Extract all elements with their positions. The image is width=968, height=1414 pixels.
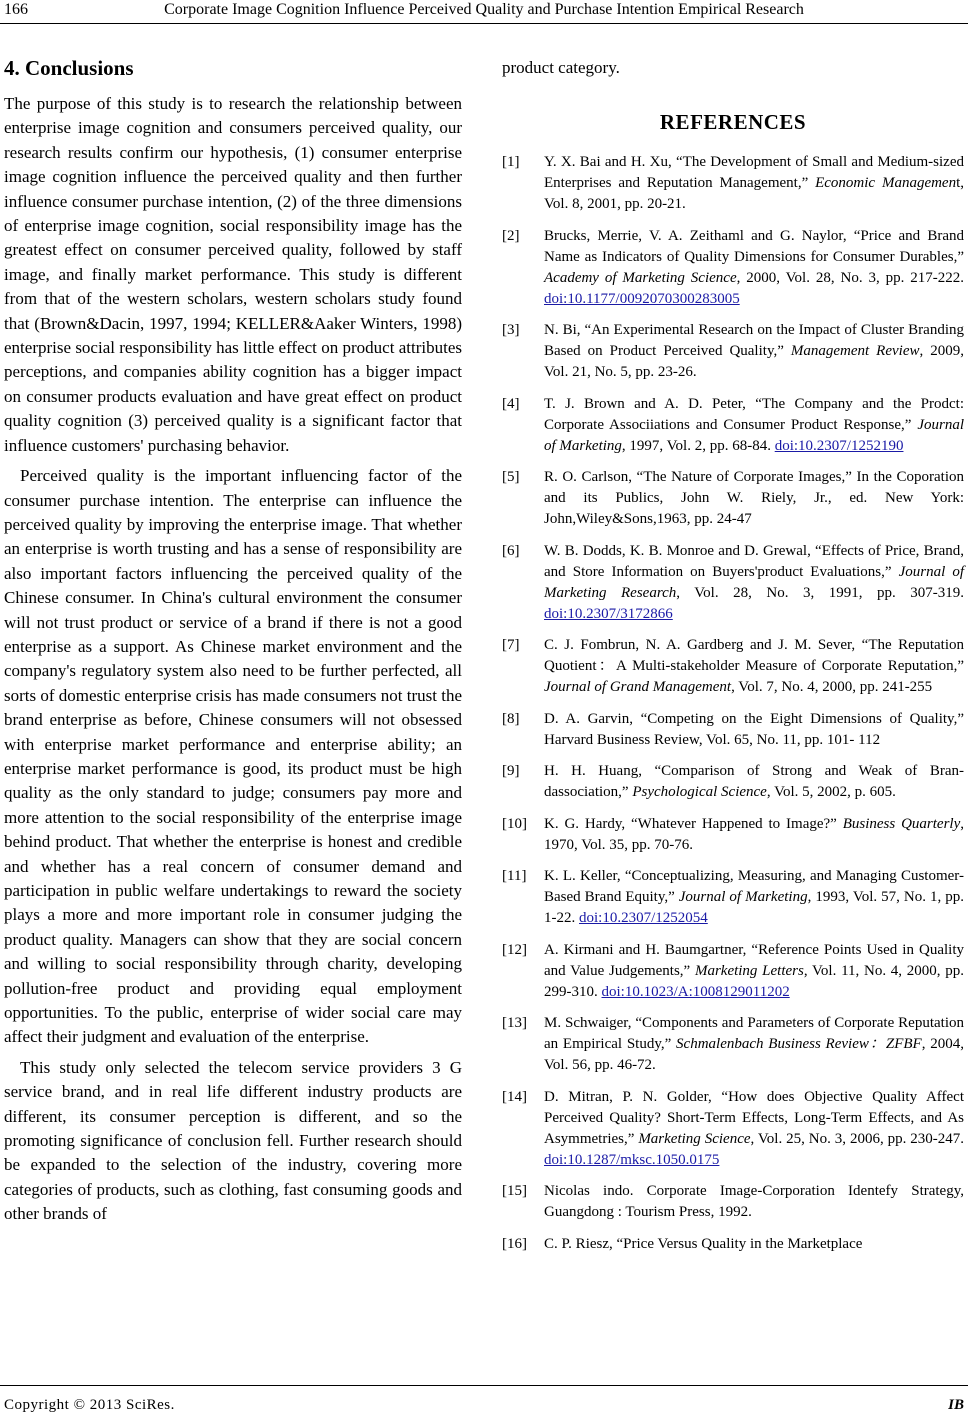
reference-item [502, 814, 964, 856]
reference-number: [5] [502, 469, 520, 485]
reference-number: [6] [502, 542, 520, 559]
header-rule [0, 23, 968, 24]
journal-abbreviation: IB [948, 1397, 964, 1413]
reference-number: [8] [502, 710, 520, 727]
doi-link[interactable]: doi:10.1177/0092070300283005 [544, 290, 740, 307]
reference-list [502, 152, 964, 1255]
reference-number: [13] [502, 1015, 527, 1031]
doi-link[interactable]: doi:10.2307/3172866 [544, 605, 673, 622]
left-column [4, 54, 462, 1227]
reference-text [544, 1181, 964, 1223]
conclusions-paragraph: Perceived quality is the important influencing factor of the consumer purchase intention. The enterprise can influence the perceived quality by improving the enterprise image. That whether an enterprise is worth trusting and has a sense of responsibility are also important factors influencing the perceived quality of the Chinese consumer. In China's cultural environment the consumer will not trust product or service of a brand if there is not a good enterprise as a support. As Chinese market environment and the company's regulatory system also need to be further perfected, all sorts of domestic enterprise crisis has made consumers not trust the brand enterprise as before, Chinese consumers will not obsessed with enterprise market performance and enterprise ability; an enterprise market performance is good, its product must be high quality as the only standard to judge; consumers pay more and more attention to the social responsibility of the enterprise image behind product. That whether the enterprise is honest and credible and whether has a real concern of consumer demand and participation in public welfare undertakings to reward the society plays a more and more important role in consumer judging the product quality. Managers can show that they are social concern and willing to social responsibility through charity, developing pollution-free product and providing equal employment opportunities. To the public, enterprise of wider social care may affect their judgment and evaluation of the enterprise. [4, 466, 462, 1047]
reference-item [502, 1087, 964, 1171]
reference-citation: H. H. Huang, “Comparison of Strong and Weak of Brandassociation,” [544, 763, 964, 800]
reference-number: [7] [502, 637, 520, 653]
reference-citation: Y. X. Bai and H. Xu, “The Development of Small and Medium-sized Enterprises and Reputation Management,” [544, 154, 964, 191]
reference-number: [4] [502, 395, 520, 412]
reference-journal: Psychological Science [632, 784, 767, 800]
reference-text [544, 814, 964, 856]
reference-number: [11] [502, 868, 527, 884]
reference-journal: Business Quarterly [842, 815, 961, 832]
references-heading: REFERENCES [659, 110, 807, 134]
reference-details: , Vol. 11, No. 4, 2000, pp. 299-310. [544, 962, 964, 1000]
reference-citation: R. O. Carlson, “The Nature of Corporate Images,” In the Coporation and its Publics, John W. Riely, Jr., ed. New York: John,Wiley&Sons,1963, pp. 24-47 [544, 469, 964, 527]
reference-citation: W. B. Dodds, K. B. Monroe and D. Grewal, “Effects of Price, Brand, and Store Information on Buyers'product Evaluations,” [544, 542, 964, 580]
reference-details: , 1993, Vol. 57, No. 1, pp. 1-22. [544, 889, 964, 926]
reference-item [502, 1181, 964, 1223]
reference-citation: N. Bi, “An Experimental Research on the Impact of Cluster Branding Based on Product Perceived Quality,” [544, 322, 964, 359]
reference-journal: Journal of Marketing [544, 416, 964, 454]
reference-citation: D. Mitran, P. N. Golder, “How does Objective Quality Affect Perceived Quality? Short-Term Effects, Long-Term Effects, and As Asymmetries,” [544, 1088, 964, 1147]
reference-text [544, 394, 964, 457]
reference-details: , 1970, Vol. 35, pp. 70-76. [544, 815, 964, 853]
reference-details: , Vol. 28, No. 3, 1991, pp. 307-319. [676, 584, 964, 601]
reference-item [502, 226, 964, 310]
reference-item [502, 152, 964, 215]
reference-number: [16] [502, 1235, 527, 1252]
conclusions-paragraph: This study only selected the telecom service providers 3 G service brand, and in real life different industry products are different, its consumer perception is different, and so the promoting significance of conclusion fell. Further research should be expanded to the selection of the industry, covering more categories of products, such as clothing, fast consuming goods and other brands of [4, 1057, 462, 1224]
conclusions-paragraph: The purpose of this study is to research the relationship between enterprise image cognition and consumers perceived quality, our research results confirm our hypothesis, (1) consumer enterprise image cognition influence the perceived quality and then further influence consumer purchase intention, (2) of the three dimensions of enterprise image cognition, social responsibility image has the greatest effect on consumer perceived quality, followed by staff image, and finally market performance. This study is different from that of the western scholars, western scholars study found that (Brown&Dacin, 1997, 1994; KELLER&Aaker Winters, 1998) enterprise social responsibility has little effect on product attributes perceptions, and companies ability cognition has a bigger impact on consumer products evaluation and have great effect on product quality cognition (3) perceived quality is a significant factor that influence customers' purchasing behavior. [4, 94, 462, 455]
reference-number: [12] [502, 941, 527, 958]
reference-journal: Journal of Grand Management [544, 679, 732, 695]
reference-citation: A. Kirmani and H. Baumgartner, “Reference Points Used in Quality and Value Judgements,” [544, 941, 964, 979]
reference-text [544, 541, 964, 625]
reference-text [544, 1234, 964, 1255]
copyright-notice: Copyright © 2013 SciRes. [4, 1397, 175, 1413]
reference-citation: K. G. Hardy, “Whatever Happened to Image?” [544, 815, 843, 832]
reference-number: [2] [502, 227, 520, 244]
reference-number: [3] [502, 322, 520, 338]
reference-item [502, 1013, 964, 1076]
reference-citation: T. J. Brown and A. D. Peter, “The Company and the Prodct: Corporate Associiations and Consumer Product Response,” [544, 395, 964, 433]
reference-citation: Nicolas indo. Corporate Image-Corporation Identefy Strategy, Guangdong : Tourism Press, 1992. [544, 1183, 964, 1220]
reference-details: t, Vol. 8, 2001, pp. 20-21. [544, 175, 965, 212]
reference-number: [10] [502, 815, 527, 832]
reference-details: , 2000, Vol. 28, No. 3, pp. 217-222. [736, 269, 964, 286]
reference-item [502, 709, 964, 751]
reference-number: [14] [502, 1088, 527, 1105]
reference-item [502, 635, 964, 698]
reference-text [544, 709, 964, 751]
reference-details: , Vol. 25, No. 3, 2006, pp. 230-247. [750, 1130, 965, 1147]
reference-details: , 1997, Vol. 2, pp. 68-84. [621, 437, 771, 454]
section-heading-conclusions: 4. Conclusions [4, 56, 134, 80]
reference-journal: Marketing Letters [694, 962, 804, 979]
reference-number: [9] [502, 763, 520, 779]
reference-journal: Academy of Marketing Science [544, 269, 737, 286]
reference-text [544, 226, 964, 310]
reference-item [502, 467, 964, 530]
reference-text [544, 635, 964, 698]
reference-text [544, 152, 964, 215]
doi-link[interactable]: doi:10.1287/mksc.1050.0175 [544, 1151, 720, 1168]
reference-item [502, 761, 964, 803]
right-column [502, 56, 964, 1265]
reference-item [502, 541, 964, 625]
page-number: 166 [4, 1, 28, 18]
page-header [0, 0, 968, 20]
reference-details: , Vol. 7, No. 4, 2000, pp. 241-255 [731, 679, 933, 695]
reference-journal: Marketing Science [638, 1130, 751, 1147]
reference-journal: Economic Managemen [815, 175, 957, 191]
reference-journal: Journal of Marketing Research [544, 563, 964, 601]
reference-text [544, 866, 964, 929]
reference-journal: Schmalenbach Business Review：ZFBF [676, 1036, 922, 1052]
reference-citation: C. P. Riesz, “Price Versus Quality in the Marketplace [544, 1235, 863, 1252]
reference-citation: D. A. Garvin, “Competing on the Eight Dimensions of Quality,” Harvard Business Review, Vol. 65, No. 11, pp. 101- 112 [544, 710, 964, 748]
reference-item [502, 1234, 964, 1255]
reference-item [502, 320, 964, 383]
doi-link[interactable]: doi:10.2307/1252190 [774, 437, 904, 454]
reference-details: , 2004, Vol. 56, pp. 46-72. [544, 1036, 964, 1073]
reference-item [502, 394, 964, 457]
reference-text [544, 1013, 964, 1076]
reference-number: [15] [502, 1183, 527, 1199]
reference-number: [1] [502, 154, 520, 170]
reference-details: , Vol. 5, 2002, p. 605. [766, 784, 896, 800]
reference-journal: Journal of Marketing [678, 889, 808, 905]
reference-citation: M. Schwaiger, “Components and Parameters of Corporate Reputation an Empirical Study,” [544, 1015, 964, 1052]
doi-link[interactable]: doi:10.1023/A:1008129011202 [601, 983, 790, 1000]
reference-text [544, 320, 964, 383]
reference-citation: Brucks, Merrie, V. A. Zeithaml and G. Naylor, “Price and Brand Name as Indicators of Quality Dimensions for Consumer Durables,” [544, 227, 964, 265]
footer-rule [0, 1385, 968, 1386]
doi-link[interactable]: doi:10.2307/1252054 [579, 910, 708, 926]
conclusions-continuation: product category. [502, 58, 620, 77]
reference-item [502, 866, 964, 929]
reference-text [544, 467, 964, 530]
reference-journal: Management Review [790, 343, 920, 359]
reference-text [544, 761, 964, 803]
reference-citation: C. J. Fombrun, N. A. Gardberg and J. M. Sever, “The Reputation Quotient：A Multi-stakeholder Measure of Corporate Reputation,” [544, 637, 964, 674]
reference-citation: K. L. Keller, “Conceptualizing, Measuring, and Managing Customer-Based Brand Equity,” [544, 868, 964, 905]
reference-item [502, 940, 964, 1003]
reference-text [544, 940, 964, 1003]
reference-text [544, 1087, 964, 1171]
running-title: Corporate Image Cognition Influence Perceived Quality and Purchase Intention Empirical Research [164, 1, 804, 18]
reference-details: , 2009, Vol. 21, No. 5, pp. 23-26. [544, 343, 964, 380]
